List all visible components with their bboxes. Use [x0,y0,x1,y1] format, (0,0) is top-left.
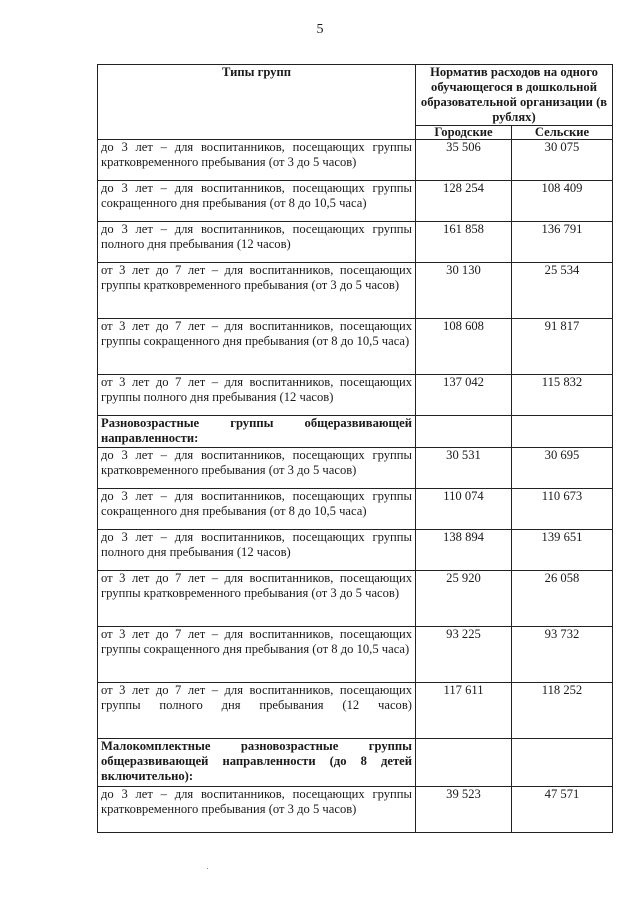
group-type-cell: от 3 лет до 7 лет – для воспитанников, посещающих группы сокращенного дня пребывания (от 8 до 10,5 часа) [98,627,416,683]
urban-column-header: Городские [416,126,512,140]
group-type-cell: от 3 лет до 7 лет – для воспитанников, посещающих группы кратковременного пребывания (от 3 до 5 часов) [98,263,416,319]
header-row [98,65,613,126]
scan-speck [207,868,208,869]
table-row [98,181,613,222]
urban-value: 108 608 [416,319,512,375]
group-type-cell: до 3 лет – для воспитанников, посещающих группы кратковременного пребывания (от 3 до 5 часов) [98,787,416,833]
section-title: Малокомплектные разновозрастные группы общеразвивающей направленности (до 8 детей включительно): [98,739,416,787]
table-row [98,263,613,319]
table-row [98,787,613,833]
section-title: Разновозрастные группы общеразвивающей направленности: [98,416,416,448]
group-type-cell: до 3 лет – для воспитанников, посещающих группы полного дня пребывания (12 часов) [98,530,416,571]
empty-cell [416,416,512,448]
urban-value: 128 254 [416,181,512,222]
rural-value: 26 058 [512,571,613,627]
section-row [98,739,613,787]
urban-value: 25 920 [416,571,512,627]
rural-value: 30 695 [512,448,613,489]
rural-value: 47 571 [512,787,613,833]
empty-cell [416,739,512,787]
table-row [98,222,613,263]
urban-value: 30 130 [416,263,512,319]
urban-value: 30 531 [416,448,512,489]
norm-column-header: Норматив расходов на одного обучающегося в дошкольной образовательной организации (в рублях) [416,65,613,126]
urban-value: 117 611 [416,683,512,739]
table-row [98,530,613,571]
table-row [98,489,613,530]
rural-value: 30 075 [512,140,613,181]
urban-value: 35 506 [416,140,512,181]
table-row [98,683,613,739]
rural-value: 115 832 [512,375,613,416]
rural-column-header: Сельские [512,126,613,140]
table-row [98,140,613,181]
group-type-cell: от 3 лет до 7 лет – для воспитанников, посещающих группы полного дня пребывания (12 часов) [98,683,416,739]
table-row [98,571,613,627]
urban-value: 138 894 [416,530,512,571]
urban-value: 137 042 [416,375,512,416]
urban-value: 110 074 [416,489,512,530]
urban-value: 93 225 [416,627,512,683]
rural-value: 110 673 [512,489,613,530]
rural-value: 139 651 [512,530,613,571]
group-type-cell: от 3 лет до 7 лет – для воспитанников, посещающих группы сокращенного дня пребывания (от 8 до 10,5 часа) [98,319,416,375]
rural-value: 136 791 [512,222,613,263]
rural-value: 118 252 [512,683,613,739]
section-row [98,416,613,448]
group-type-cell: до 3 лет – для воспитанников, посещающих группы кратковременного пребывания (от 3 до 5 часов) [98,448,416,489]
rural-value: 25 534 [512,263,613,319]
empty-cell [512,416,613,448]
norm-table [97,64,613,833]
group-type-cell: до 3 лет – для воспитанников, посещающих группы сокращенного дня пребывания (от 8 до 10,5 часа) [98,181,416,222]
table-row [98,448,613,489]
types-column-header: Типы групп [98,65,416,140]
page-number: 5 [316,22,324,37]
group-type-cell: до 3 лет – для воспитанников, посещающих группы сокращенного дня пребывания (от 8 до 10,5 часа) [98,489,416,530]
table-row [98,627,613,683]
table-row [98,375,613,416]
rural-value: 93 732 [512,627,613,683]
group-type-cell: от 3 лет до 7 лет – для воспитанников, посещающих группы кратковременного пребывания (от 3 до 5 часов) [98,571,416,627]
group-type-cell: до 3 лет – для воспитанников, посещающих группы кратковременного пребывания (от 3 до 5 часов) [98,140,416,181]
urban-value: 161 858 [416,222,512,263]
group-type-cell: до 3 лет – для воспитанников, посещающих группы полного дня пребывания (12 часов) [98,222,416,263]
rural-value: 108 409 [512,181,613,222]
rural-value: 91 817 [512,319,613,375]
empty-cell [512,739,613,787]
group-type-cell: от 3 лет до 7 лет – для воспитанников, посещающих группы полного дня пребывания (12 часов) [98,375,416,416]
urban-value: 39 523 [416,787,512,833]
table-row [98,319,613,375]
